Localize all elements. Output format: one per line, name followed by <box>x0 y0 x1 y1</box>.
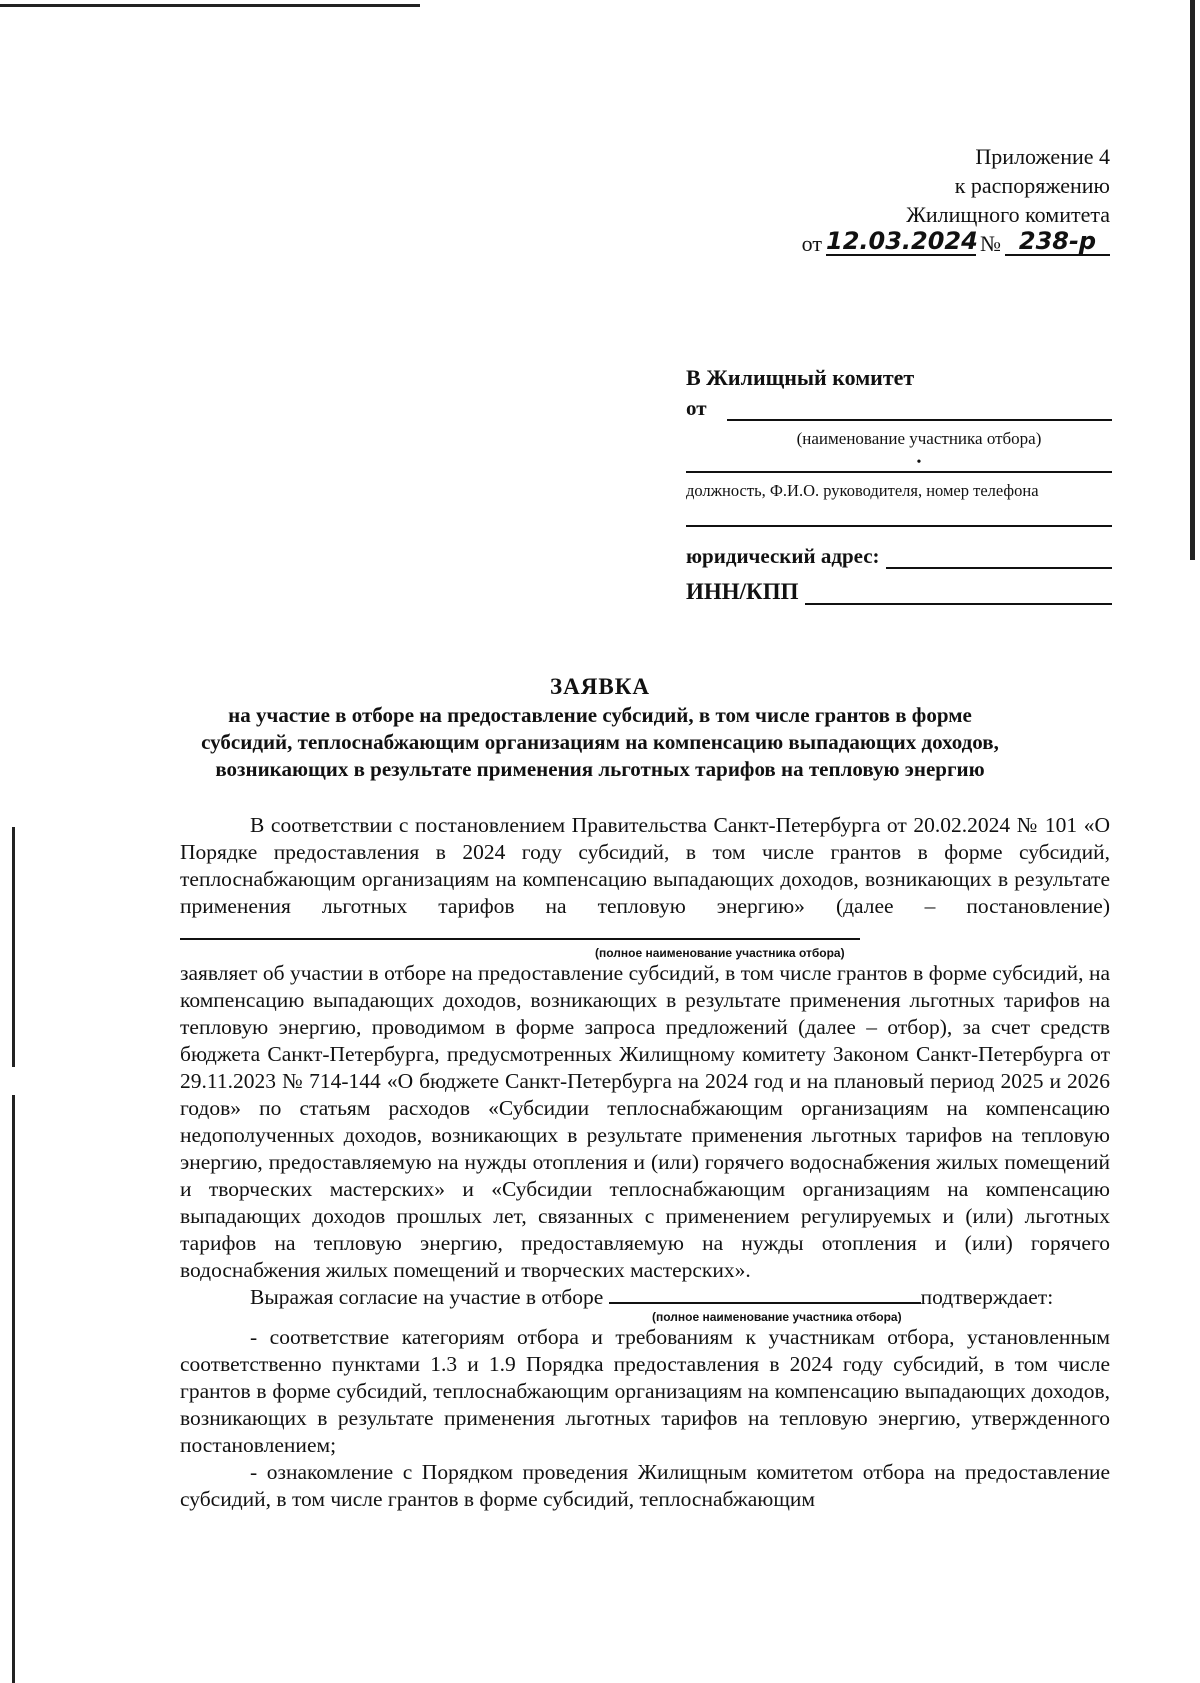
addressee-name-caption: (наименование участника отбора) <box>796 429 1042 448</box>
annex-number: Приложение 4 <box>975 144 1110 169</box>
paragraph-3 <box>180 1284 1110 1311</box>
annex-number-prefix: № <box>980 231 1001 256</box>
annex-header <box>802 142 1110 258</box>
handwritten-date: 12.03.2024 <box>826 227 978 255</box>
scan-edge-top <box>0 4 420 7</box>
title-heading: ЗАЯВКА <box>550 674 650 699</box>
participant-name-field-2[interactable] <box>609 1284 921 1304</box>
paragraph-3-start: Выражая согласие на участие в отборе <box>250 1285 604 1309</box>
paragraph-1-text: В соответствии с постановлением Правительства Санкт-Петербурга от 20.02.2024 № 101 «О Порядке предоставления в 2024 году субсидий, в том числе грантов в форме субсидий, теплоснабжающим организациям на компенсацию выпадающих доходов, возникающих в результате применения льготных тарифов на тепловую энергию» <box>180 813 1110 918</box>
annex-order: к распоряжению <box>954 173 1110 198</box>
legal-address-row <box>686 543 1112 569</box>
addressee-extra-field[interactable] <box>686 525 1112 527</box>
addressee-position-caption: должность, Ф.И.О. руководителя, номер телефона <box>686 481 1039 500</box>
paragraph-2: заявляет об участии в отборе на предоставление субсидий, в том числе грантов в форме субсидий, на компенсацию выпадающих доходов, возникающих в результате применения льготных тарифов на тепловую энергию, проводимом в форме запроса предложений (далее – отбор), за счет средств бюджета Санкт-Петербурга, предусмотренных Жилищному комитету Законом Санкт-Петербурга от 29.11.2023 № 714-144 «О бюджете Санкт-Петербурга на 2024 год и на плановый период 2025 и 2026 годов» по статьям расходов «Субсидии теплоснабжающим организациям на компенсацию недополученных доходов, возникающих в результате применения льготных тарифов на тепловую энергию, предоставляемую на нужды отопления и (или) горячего водоснабжения жилых помещений и творческих мастерских» и «Субсидии теплоснабжающим организациям на компенсацию выпадающих доходов прошлых лет, связанных с применением регулируемых и (или) льготных тарифов на тепловую энергию, предоставляемую на нужды отопления и (или) горячего водоснабжения жилых помещений и творческих мастерских». <box>180 961 1110 1282</box>
legal-address-field[interactable] <box>886 543 1112 569</box>
participant-name-field[interactable] <box>180 920 860 940</box>
addressee-from-label: от <box>686 396 707 420</box>
addressee-position-field[interactable] <box>686 471 1112 473</box>
inn-kpp-row <box>686 579 1112 605</box>
inn-kpp-field[interactable] <box>805 579 1112 605</box>
list-item-2: - ознакомление с Порядком проведения Жилищным комитетом отбора на предоставление субсидий, в том числе грантов в форме субсидий, теплоснабжающим <box>180 1460 1110 1511</box>
inn-kpp-label: ИНН/КПП <box>686 579 799 604</box>
document-body <box>180 812 1110 1513</box>
title-line-1: на участие в отборе на предоставление субсидий, в том числе грантов в форме <box>228 703 972 727</box>
handwritten-number: 238-р <box>1005 228 1110 256</box>
title-line-2: субсидий, теплоснабжающим организациям на компенсацию выпадающих доходов, <box>201 730 999 754</box>
paragraph-1 <box>180 812 1110 947</box>
scan-edge-left <box>12 827 15 1067</box>
addressee-block <box>686 363 1112 605</box>
title-line-3: возникающих в результате применения льготных тарифов на тепловую энергию <box>215 757 985 781</box>
paragraph-3-caption: (полное наименование участника отбора) <box>652 1310 902 1324</box>
scan-dot: • <box>916 455 922 470</box>
annex-date-line <box>802 229 1110 258</box>
paragraph-1-caption: (полное наименование участника отбора) <box>595 946 845 960</box>
scan-edge-left-lower <box>12 1095 15 1683</box>
list-item-1: - соответствие категориям отбора и требованиям к участникам отбора, установленным соответственно пунктами 1.3 и 1.9 Порядка предоставления в 2024 году субсидий, в том числе грантов в форме субсидий, теплоснабжающим организациям на компенсацию выпадающих доходов, возникающих в результате применения льготных тарифов на тепловую энергию, утвержденного постановлением; <box>180 1325 1110 1457</box>
addressee-to: В Жилищный комитет <box>686 365 915 390</box>
addressee-from-row <box>686 395 1112 421</box>
addressee-name-field[interactable] <box>727 395 1112 421</box>
annex-from-prefix: от <box>801 231 822 256</box>
scan-edge-right <box>1190 0 1195 560</box>
paragraph-3-end: подтверждает: <box>920 1285 1054 1309</box>
legal-address-label: юридический адрес: <box>686 544 880 568</box>
document-title <box>180 672 1020 783</box>
annex-committee: Жилищного комитета <box>906 202 1110 227</box>
paragraph-1-end: (далее – постановление) <box>835 894 1110 918</box>
